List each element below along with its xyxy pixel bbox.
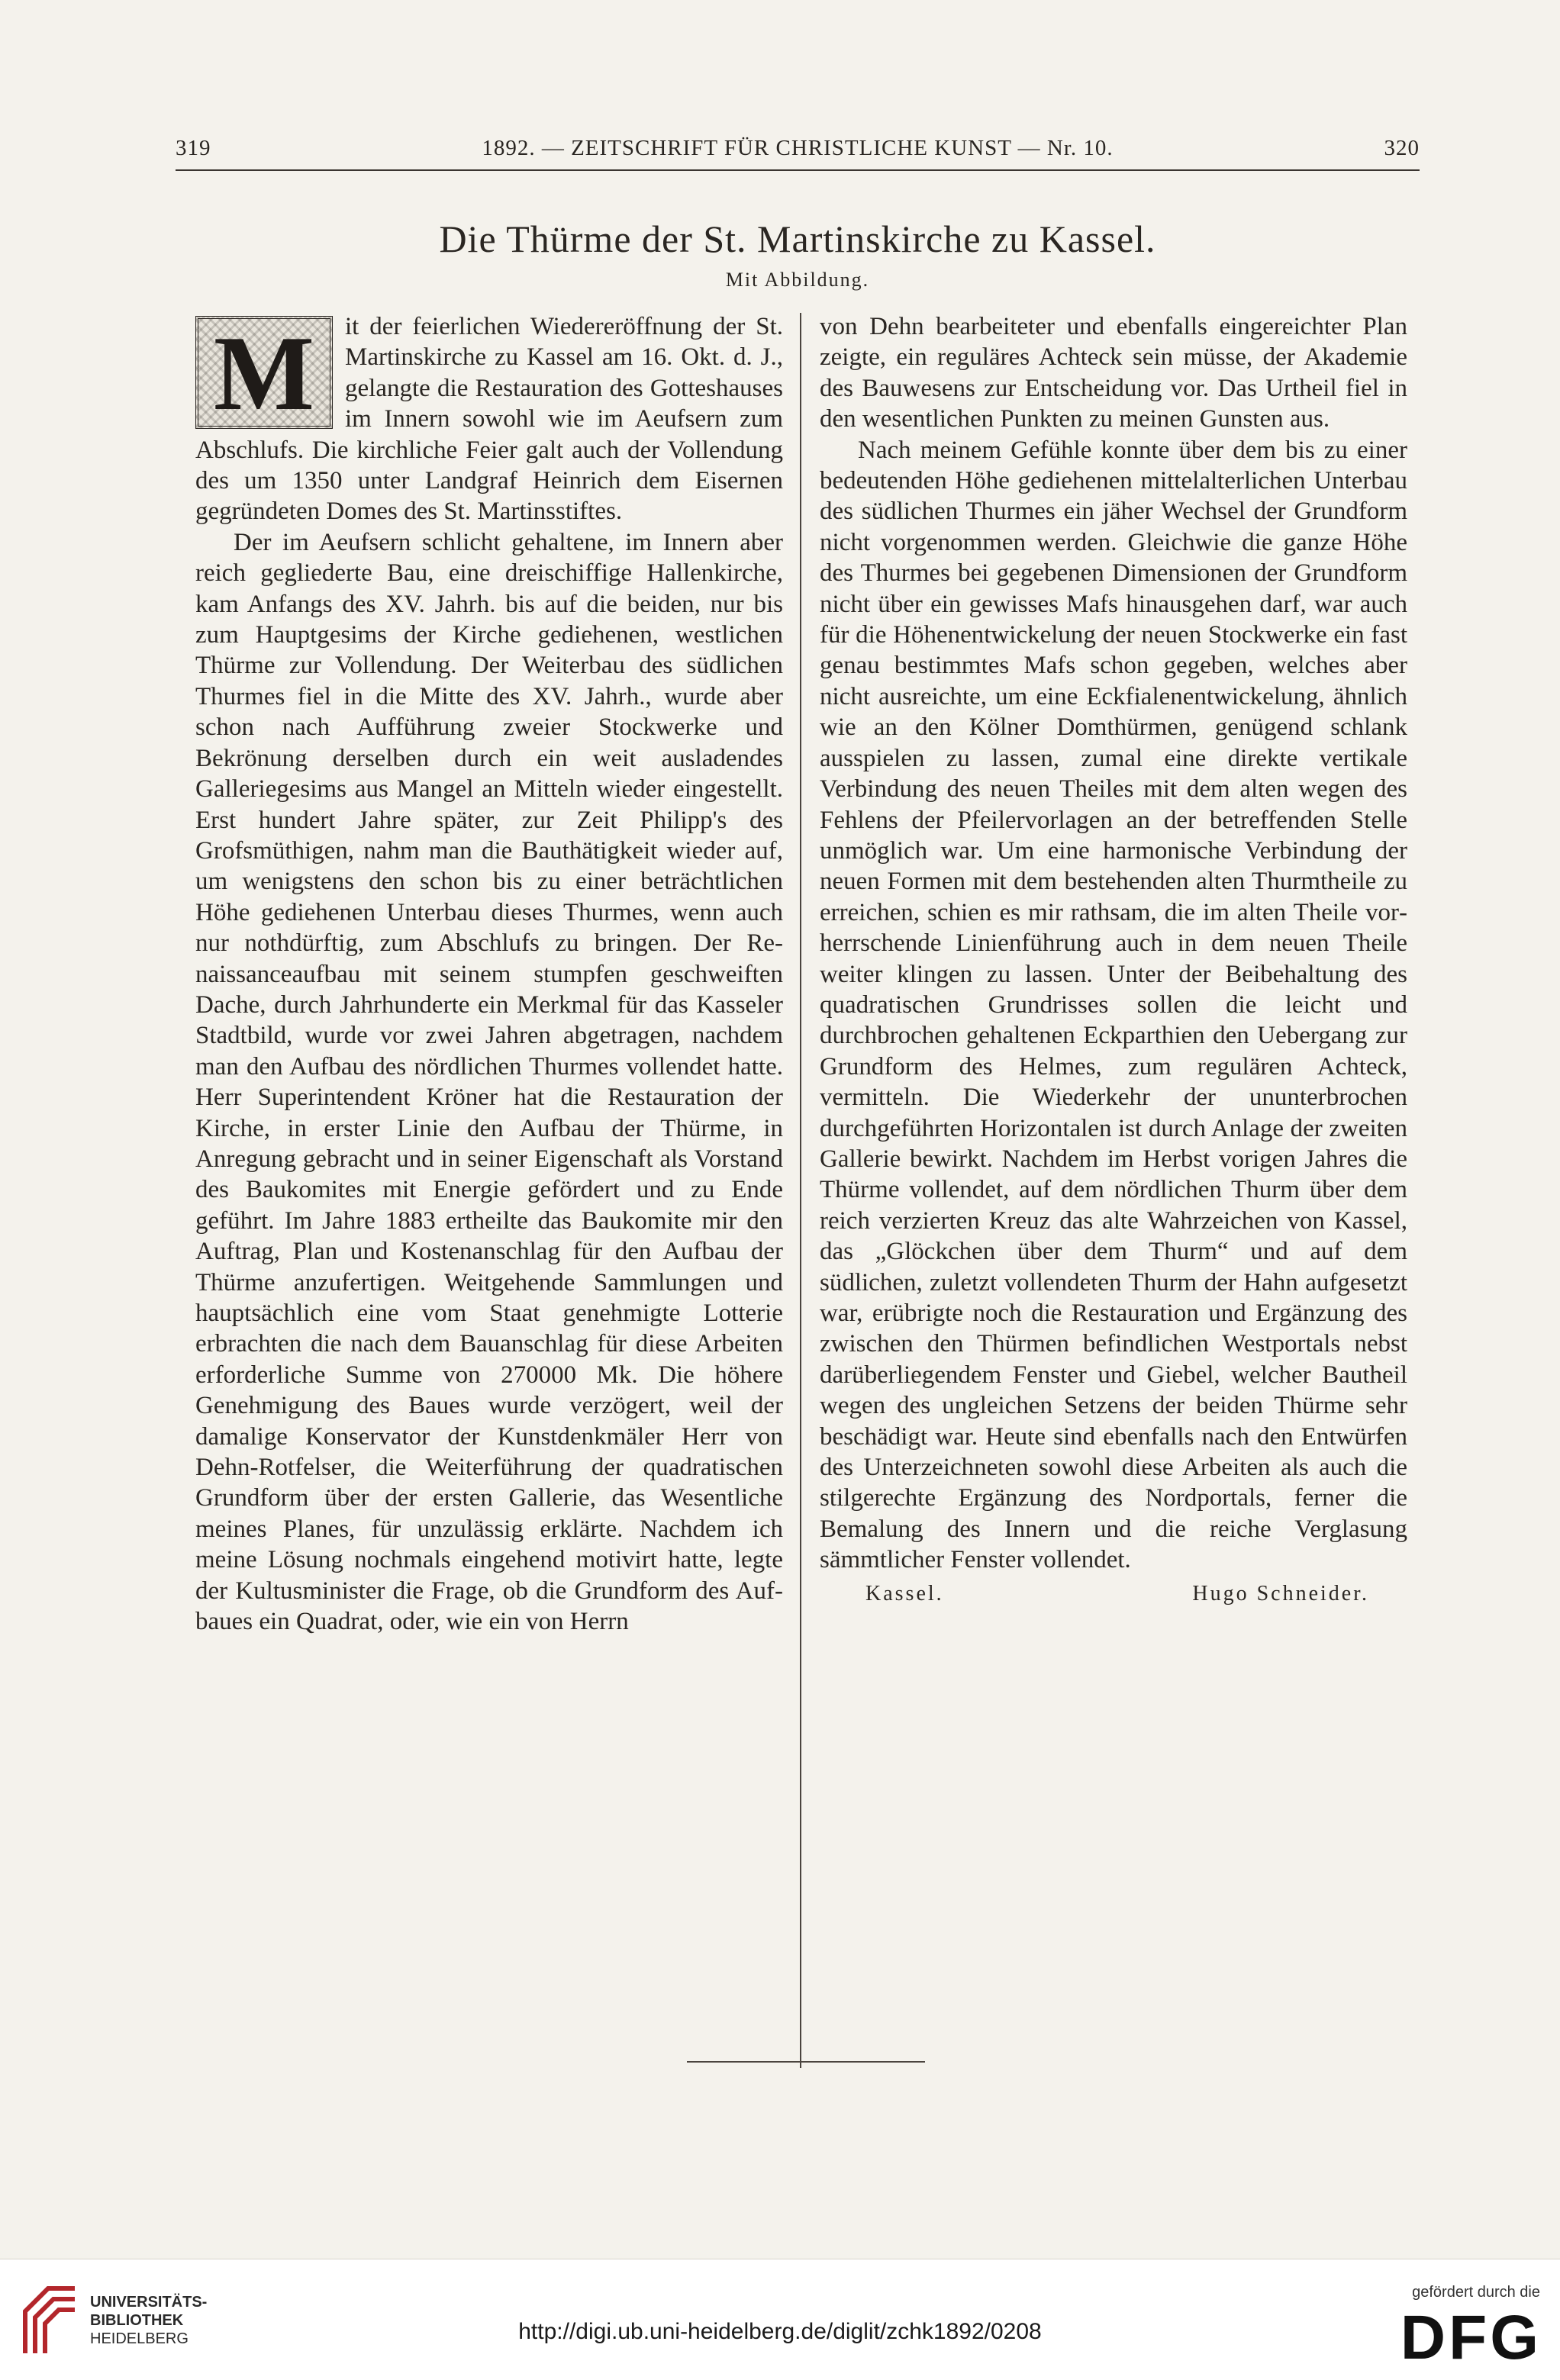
ornamental-initial [195,314,333,433]
article-title: Die Thürme der St. Martinskirche zu Kassel. [439,217,1156,260]
initial-letter: M [213,314,315,433]
signature-place: Kassel. [865,1581,944,1605]
signature [820,1579,1407,1609]
signature-author: Hugo Schneider. [1192,1581,1369,1605]
paragraph: it der feierlichen Wiedereröffnung der St. Martinskirche zu Kassel am 16. Okt. d. J., gelangte die Restauration des Gotteshauses im Innern sowohl wie im Aeufsern zum Abschlufs. Die kirchliche Feier galt auch der Vollendung des um 1350 unter Landgraf Heinrich dem Eisernen gegründeten Domes des St. Martinsstiftes. [195,313,783,526]
running-head [176,136,1420,171]
page-number-right: 320 [1384,136,1420,160]
library-name: UNIVERSITÄTS- BIBLIOTHEK HEIDELBERG [90,2294,208,2347]
column-divider [800,313,801,2068]
journal-header: 1892. — ZEITSCHRIFT FÜR CHRISTLICHE KUNST — Nr. 10. [482,136,1114,160]
paragraph: Der im Aeufsern schlicht gehaltene, im Innern aber reich gegliederte Bau, eine dreischiffige Hallenkirche, kam Anfangs des XV. Jahrh. bis auf die beiden, nur bis zum Hauptgesims der Kirche gediehenen, westlichen Thürme zur Vollendung. Der Weiterbau des südlichen Thurmes fiel in die Mitte des XV. Jahrh., wurde aber schon nach Aufführung zweier Stockwerke und Bekrönung derselben durch ein weit ausladendes Galleriegesims aus Mangel an Mitteln wieder eingestellt. Erst hundert Jahre später, zur Zeit Philipp's des Grofsmüthigen, nahm man die Bauthätigkeit wieder auf, um wenigstens den schon bis zu einer beträchtlichen Höhe gediehenen Unterbau dieses Thurmes, wenn auch nur nothdürftig, zum Abschlufs zu bringen. Der Renaissanceaufbau mit seinem stumpfen geschweiften Dache, durch Jahrhunderte ein Merkmal für das Kasseler Stadtbild, wurde vor zwei Jahren abgetragen, nachdem man den Aufbau des nördlichen Thurmes vollendet hatte. Herr Superintendent Kröner hat die Restauration der Kirche, in erster Linie den Aufbau der Thürme, in Anregung gebracht und in seiner Eigenschaft als Vorstand des Baukomites mit Energie gefördert und zu Ende geführt. Im Jahre 1883 ertheilte das Baukomite mir den Auftrag, Plan und Kostenanschlag für den Aufbau der Thürme anzufertigen. Weitgehende Sammlungen und hauptsächlich eine vom Staat genehmigte Lotterie erbrachten die nach dem Bauanschlag für diese Arbeiten erforderliche Summe von 270000 Mk. Die höhere Genehmigung des Baues wurde verzögert, weil der damalige Konservator der Kunstdenkmäler Herr von Dehn-Rotfelser, die Weiterführung der quadratischen Grundform über der ersten Gallerie, das Wesentliche meines Planes, für unzulässig erklärte. Nachdem ich meine Lösung nochmals eingehend motivirt hatte, legte der Kultusminister die Frage, ob die Grundform des Aufbaues ein Quadrat, oder, wie ein von Herrn [195,528,783,1636]
paragraph: von Dehn bearbeiteter und ebenfalls eingereichter Plan zeigte, ein reguläres Achteck sein müsse, der Akademie des Bauwesens zur Entscheidung vor. Das Urtheil fiel in den wesentlichen Punkten zu meinen Gunsten aus. [820,313,1407,433]
text-column-left [195,311,783,1637]
end-rule [687,2061,925,2063]
permalink-url[interactable]: http://digi.ub.uni-heidelberg.de/diglit/zchk1892/0208 [518,2319,1042,2344]
article-subtitle: Mit Abbildung. [725,269,870,291]
paragraph: Nach meinem Gefühle konnte über dem bis zu einer bedeutenden Höhe gediehenen mittelalterlichen Unterbau des südlichen Thurmes ein jäher Wechsel der Grundform nicht vorgenommen werden. Gleichwie die ganze Höhe des Thurmes bei gegebenen Dimensionen der Grundform nicht über ein gewisses Mafs hinausgehen darf, war auch für die Höhenentwickelung der neuen Stockwerke ein fast genau bestimmtes Mafs schon gegeben, welches aber nicht ausreichte, um eine Eckfialenentwickelung, ähnlich wie an den Kölner Domthürmen, genügend schlank ausspielen zu lassen, zumal eine direkte vertikale Verbindung des neuen Theiles mit dem alten wegen des Fehlens der Pfeilervorlagen an der betreffenden Stelle unmöglich war. Um eine harmonische Verbindung der neuen Formen mit dem bestehenden alten Thurmtheile zu erreichen, schien es mir rathsam, die im alten Theile vorherrschende Linienführung auch in dem neuen Theile weiter klingen zu lassen. Unter der Beibehaltung des quadratischen Grundrisses sollen die leicht und durchbrochen gehaltenen Eckparthien den Uebergang zur Grundform des Helmes, zum regulären Achteck, vermitteln. Die Wiederkehr der ununterbrochen durchgeführten Horizontalen ist durch Anlage der zweiten Gallerie bewirkt. Nachdem im Herbst vorigen Jahres die Thürme vollendet, auf dem nördlichen Thurm über dem reich verzierten Kreuz das alte Wahrzeichen von Kassel, das „Glöckchen über dem Thurm“ und auf dem südlichen, zuletzt vollendeten Thurm der Hahn aufgesetzt war, erübrigte noch die Restauration und Ergänzung des zwischen den Thürmen befindlichen Westportals nebst darüberliegendem Fenster und Giebel, welcher Bautheil wegen des ungleichen Setzens der beiden Thürme sehr beschädigt war. Heute sind ebenfalls nach den Entwürfen des Unterzeichneten sowohl diese Arbeiten als auch die stilgerechte Ergänzung des Nordportals, ferner die Bemalung des Innern und die reiche Verglasung sämmtlicher Fenster vollendet. [820,436,1407,1574]
text-column-right [820,311,1407,1609]
page-number-left: 319 [176,136,211,160]
funded-by-text: gefördert durch die [1412,2284,1540,2301]
dfg-logo: DFG [1400,2303,1542,2372]
digitization-footer [0,2259,1560,2380]
